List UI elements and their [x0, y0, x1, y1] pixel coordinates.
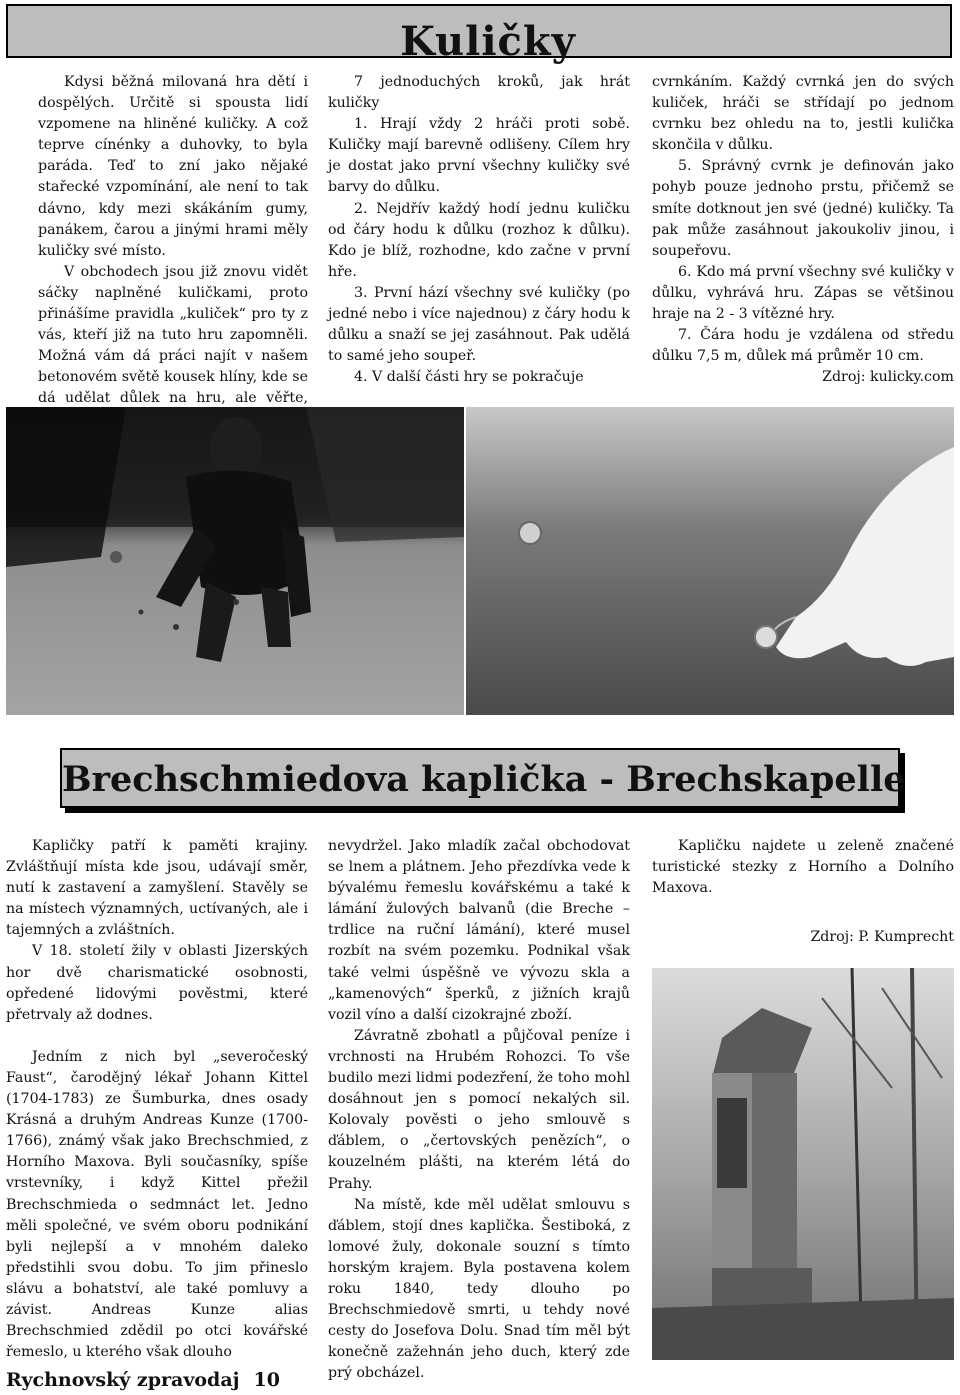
rule-item: 3. První hází všechny své kuličky (po jedné nebo i více najednou) z čáry hodu k důlku a snaží se jej zasáhnout. Pak udělá to samé jeho soupeř. — [328, 284, 630, 365]
section-title: Kuličky — [400, 18, 576, 65]
article-column-3 — [652, 836, 954, 948]
source-credit: Zdroj: kulicky.com — [822, 369, 954, 386]
photo-boy-playing-marbles — [6, 407, 464, 715]
photo-hand-with-marbles — [466, 407, 954, 715]
photo-boy-image — [6, 407, 464, 715]
photo-chapel — [652, 968, 954, 1360]
rule-item: 5. Správný cvrnk je definován jako pohyb pouze jednoho prstu, přičemž se smíte dotknout jen své (jedné) kuličky. Ta pak může zasáhnout jakoukoliv jinou, i soupeřovu. — [652, 158, 954, 259]
rule-item: 4. V další části hry se pokračuje — [354, 369, 584, 386]
section-title: Brechschmiedova kaplička - Brechskapelle — [62, 759, 906, 800]
section-header-kaplicka — [60, 748, 906, 808]
rules-heading: 7 jednoduchých kroků, jak hrát kuličky — [328, 74, 630, 112]
page-footer — [6, 1369, 280, 1391]
article-column-1 — [6, 836, 308, 1363]
paragraph: Na místě, kde měl udělat smlouvu s ďáblem, stojí dnes kaplička. Šestiboká, z lomové žuly, dokonale souzní s tímto horským krajem. Byla postavena kolem roku 1840, tedy dlouho po Brechschmiedově smrti, u tehdy nové cesty do Josefova Dolu. Snad tím měl být konečně zažehnán jeho duch, který zde prý obcházel. — [328, 1196, 630, 1382]
paragraph: Závratně zbohatl a půjčoval peníze i vrchnosti na Hrubém Rohozci. To vše budilo mezi lidmi podezření, že toho mohl dosáhnout jen s pomocí nekalých sil. Kolovaly pověsti o jeho smlouvě s ďáblem, o „čertovských penězích“, o kouzelném plášti, na kterém létá do Prahy. — [328, 1027, 630, 1192]
paragraph: Kapličky patří k paměti krajiny. Zvláštňují místa kde jsou, udávají směr, nutí k zastavení a zamyšlení. Stavěly se na místech významných, uctívaných, ale i tajemných a zvláštních. — [6, 838, 308, 939]
article-column-2 — [328, 836, 630, 1384]
article-column-3 — [652, 72, 954, 388]
section-header-kulicky — [6, 4, 952, 65]
paragraph: Kapličku najdete u zeleně značené turistické stezky z Horního a Dolního Maxova. — [652, 838, 954, 897]
rule-item: cvrnkáním. Každý cvrnká jen do svých kuliček, hráči se střídají po jednom cvrnku bez ohledu na to, jestli kulička skončila v důlku. — [652, 74, 954, 154]
rule-item: 7. Čára hodu je vzdálena od středu důlku 7,5 m, důlek má průměr 10 cm. — [652, 327, 954, 365]
source-credit: Zdroj: P. Kumprecht — [810, 929, 954, 946]
paragraph: nevydržel. Jako mladík začal obchodovat se lnem a plátnem. Jeho přezdívka vede k bývalému řemeslu kovářskému a také k lámání žulových balvanů (die Breche – trdlice na ruční lámání), které musel rozbít na svém pozemku. Podnikal však také velmi úspěšně ve vývozu skla a „kamenových“ šperků, z jižních krajů vozil víno a další cizokrajné zboží. — [328, 838, 630, 1023]
rule-item: 2. Nejdřív každý hodí jednu kuličku od čáry hodu k důlku (rozhoz k důlku). Kdo je blíž, rozhodne, kdo začne v první hře. — [328, 200, 630, 280]
paragraph: V obchodech jsou již znovu vidět sáčky naplněné kuličkami, proto přinášíme pravidla „kuliček“ pro ty z vás, kteří již na tuto hru zapomněli. Možná vám dá práci najít v našem betonovém světě kousek hlíny, kde se dá udělat důlek na hru, ale věřte, — [38, 263, 308, 407]
photo-hand-image — [466, 407, 954, 715]
paragraph: Jedním z nich byl „severočeský Faust“, čarodějný lékař Johann Kittel (1704-1783) ze Šumburka, dnes osady Krásná a druhým Andreas Kunze (1700-1766), známý však jako Brechschmied, z Horního Maxova. Byli současníky, spíše vrstevníky, i když Kittel přežil Brechschmieda o sedmnáct let. Jedno měli společné, ve svém oboru podnikání byli nejlepší a v mnohém daleko předstihli svou dobu. To jim přineslo slávu a bohatství, ale také pomluvy a závist. Andreas Kunze alias Brechschmied zdědil po otci kovářské řemeslo, u kterého však dlouho — [6, 1048, 308, 1361]
article-column-2 — [328, 72, 630, 388]
rule-item: 6. Kdo má první všechny své kuličky v důlku, vyhrává hru. Zápas se většinou hraje na 2 - 3 vítězné hry. — [652, 263, 954, 323]
page-number: 10 — [253, 1369, 280, 1391]
article-column-1 — [38, 72, 308, 431]
paragraph: Kdysi běžná milovaná hra dětí i dospělých. Určitě si spousta lidí vzpomene na hliněné kuličky. A což teprve cínénky a duhovky, to byla paráda. Teď to zní jako nějaké stařecké vzpomínání, ale není to tak dávno, kdy mezi skákáním gumy, panákem, čarou a jinými hrami měly kuličky své místo. — [38, 74, 308, 259]
publication-name: Rychnovský zpravodaj — [6, 1369, 240, 1391]
rule-item: 1. Hrají vždy 2 hráči proti sobě. Kuličky mají barevně odlišeny. Cílem hry je dostat jako první všechny kuličky své barvy do důlku. — [328, 116, 630, 196]
paragraph: V 18. století žily v oblasti Jizerských hor dvě charismatické osobnosti, opředené lidovými pověstmi, které přetrvaly až dodnes. — [6, 943, 308, 1023]
photo-chapel-image — [652, 968, 954, 1360]
